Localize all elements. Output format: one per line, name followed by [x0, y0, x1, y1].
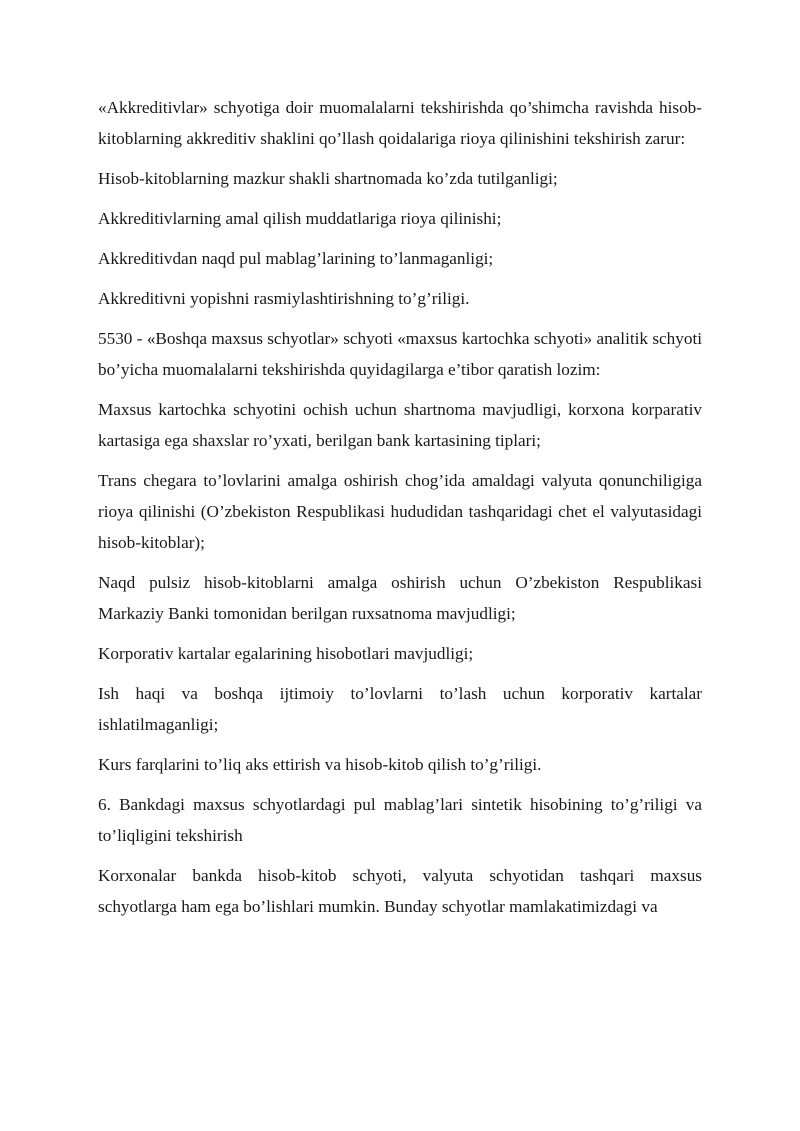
list-item: Maxsus kartochka schyotini ochish uchun shartnoma mavjudligi, korxona korparativ kartasiga ega shaxslar ro’yxati, berilgan bank kartasining tiplari; [98, 400, 702, 450]
list-item: Akkreditivni yopishni rasmiylashtirishning to’g’riligi. [98, 289, 470, 308]
intro-paragraph: «Akkreditivlar» schyotiga doir muomalalarni tekshirishda qo’shimcha ravishda hisob-kitoblarning akkreditiv shaklini qo’llash qoidalariga rioya qilinishini tekshirish zarur: [98, 98, 702, 148]
list-item: Naqd pulsiz hisob-kitoblarni amalga oshirish uchun O’zbekiston Respublikasi Markaziy Banki tomonidan berilgan ruxsatnoma mavjudligi; [98, 573, 702, 623]
list-item: Akkreditivlarning amal qilish muddatlariga rioya qilinishi; [98, 209, 502, 228]
document-page [98, 92, 702, 931]
list-item: Korporativ kartalar egalarining hisobotlari mavjudligi; [98, 644, 474, 663]
list-item: Kurs farqlarini to’liq aks ettirish va hisob-kitob qilish to’g’riligi. [98, 755, 542, 774]
list-item: Ish haqi va boshqa ijtimoiy to’lovlarni to’lash uchun korporativ kartalar ishlatilmaganligi; [98, 684, 702, 734]
section-heading: 6. Bankdagi maxsus schyotlardagi pul mablag’lari sintetik hisobining to’g’riligi va to’liqligini tekshirish [98, 795, 702, 845]
section-paragraph: 5530 - «Boshqa maxsus schyotlar» schyoti «maxsus kartochka schyoti» analitik schyoti bo’yicha muomalalarni tekshirishda quyidagilarga e’tibor qaratish lozim: [98, 329, 702, 379]
list-item: Hisob-kitoblarning mazkur shakli shartnomada ko’zda tutilganligi; [98, 169, 558, 188]
body-paragraph: Korxonalar bankda hisob-kitob schyoti, valyuta schyotidan tashqari maxsus schyotlarga ham ega bo’lishlari mumkin. Bunday schyotlar mamlakatimizdagi va [98, 866, 702, 916]
list-item: Trans chegara to’lovlarini amalga oshirish chog’ida amaldagi valyuta qonunchiligiga rioya qilinishi (O’zbekiston Respublikasi hududidan tashqaridagi chet el valyutasidagi hisob-kitoblar); [98, 471, 702, 552]
list-item: Akkreditivdan naqd pul mablag’larining to’lanmaganligi; [98, 249, 494, 268]
